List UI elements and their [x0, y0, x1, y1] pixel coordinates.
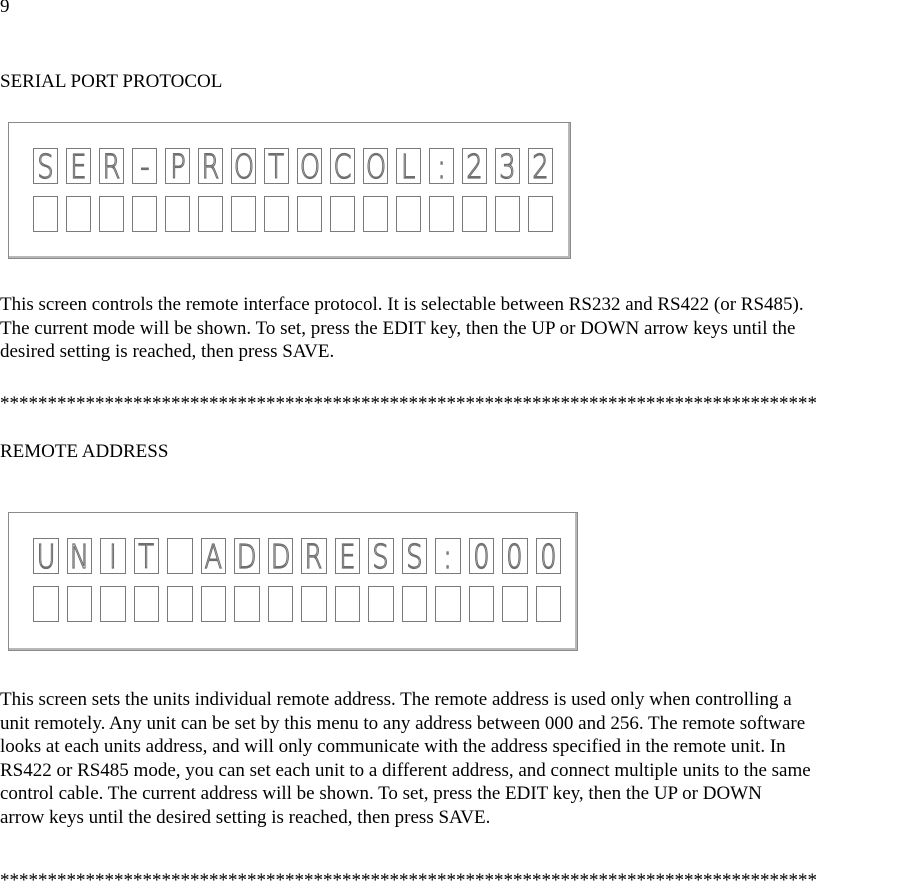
- lcd-char-box: [402, 538, 428, 574]
- section-heading-serial-port-protocol: SERIAL PORT PROTOCOL: [0, 71, 223, 92]
- lcd-char-box: [167, 538, 193, 574]
- lcd-char-cell: [161, 148, 194, 184]
- lcd-char-cell: [194, 148, 227, 184]
- lcd-char-box: [100, 538, 126, 574]
- lcd-char-box: [100, 586, 126, 622]
- paragraph-line: The current mode will be shown. To set, press the EDIT key, then the UP or DOWN arrow keys until the: [0, 317, 796, 339]
- lcd-char-glyph: 2: [532, 146, 549, 186]
- lcd-char-box: [66, 148, 91, 184]
- lcd-char-box: [268, 538, 294, 574]
- lcd-char-glyph: 2: [466, 146, 483, 186]
- lcd-char-box: [335, 586, 361, 622]
- lcd-char-cell: [95, 196, 128, 232]
- lcd-char-glyph: O: [299, 146, 320, 186]
- lcd-char-cell: [293, 196, 326, 232]
- lcd-char-box: [33, 196, 58, 232]
- paragraph-line: control cable. The current address will be shown. To set, press the EDIT key, then the UP or DOWN: [0, 783, 762, 804]
- paragraph-line: unit remotely. Any unit can be set by this menu to any address between 000 and 256. The remote software: [0, 712, 806, 734]
- lcd-char-cell: [532, 586, 566, 622]
- paragraph-line: looks at each units address, and will only communicate with the address specified in the remote unit. In: [0, 736, 786, 757]
- lcd-char-glyph: R: [304, 536, 323, 576]
- lcd-char-box: [429, 148, 454, 184]
- lcd-char-cell: [264, 586, 298, 622]
- lcd-char-box: [469, 586, 495, 622]
- lcd-char-box: [234, 586, 260, 622]
- lcd-char-box: [165, 196, 190, 232]
- lcd-char-glyph: U: [36, 536, 56, 576]
- lcd-char-glyph: T: [138, 536, 155, 576]
- lcd-char-box: [297, 196, 322, 232]
- separator-line: **************************************************************************************: [0, 870, 817, 891]
- lcd-char-cell: [62, 196, 95, 232]
- lcd-char-box: [297, 148, 322, 184]
- section-description-serial-protocol: [0, 293, 898, 364]
- lcd-char-glyph: R: [201, 146, 220, 186]
- lcd-char-box: [234, 538, 260, 574]
- lcd-char-cell: [392, 148, 425, 184]
- paragraph-line: This screen sets the units individual remote address. The remote address is used only when controlling a: [0, 689, 792, 710]
- paragraph-line: RS422 or RS485 mode, you can set each unit to a different address, and connect multiple units to the same: [0, 759, 811, 781]
- lcd-char-box: [67, 586, 93, 622]
- lcd-char-cell: [29, 148, 62, 184]
- lcd-char-glyph: S: [406, 536, 423, 576]
- lcd-char-cell: [431, 538, 465, 574]
- lcd-char-cell: [63, 538, 97, 574]
- lcd-char-box: [536, 586, 562, 622]
- lcd-char-glyph: :: [437, 146, 446, 186]
- lcd-char-cell: [425, 196, 458, 232]
- lcd-char-cell: [491, 196, 524, 232]
- lcd-char-cell: [62, 148, 95, 184]
- lcd-char-box: [469, 538, 495, 574]
- lcd-char-cell: [230, 586, 264, 622]
- lcd-char-glyph: A: [204, 536, 223, 576]
- paragraph-line: This screen controls the remote interface protocol. It is selectable between RS232 and RS422 (or RS485).: [0, 294, 804, 315]
- lcd-char-box: [528, 148, 553, 184]
- lcd-char-box: [402, 586, 428, 622]
- lcd-char-cell: [532, 538, 566, 574]
- lcd-char-cell: [29, 196, 62, 232]
- lcd-char-cell: [364, 586, 398, 622]
- lcd-char-box: [33, 586, 59, 622]
- lcd-char-glyph: :: [443, 536, 453, 576]
- lcd-char-glyph: O: [365, 146, 386, 186]
- lcd-char-box: [536, 538, 562, 574]
- lcd-char-glyph: C: [333, 146, 352, 186]
- lcd-char-cell: [465, 586, 499, 622]
- lcd-char-glyph: L: [401, 146, 416, 186]
- lcd-char-cell: [197, 538, 231, 574]
- page-number: 9: [0, 0, 10, 17]
- lcd-char-cell: [498, 538, 532, 574]
- lcd-char-cell: [465, 538, 499, 574]
- lcd-char-cell: [163, 586, 197, 622]
- lcd-char-box: [134, 538, 160, 574]
- lcd-char-cell: [130, 586, 164, 622]
- lcd-char-box: [363, 196, 388, 232]
- lcd-char-box: [335, 538, 361, 574]
- lcd-char-cell: [264, 538, 298, 574]
- section-heading-remote-address: REMOTE ADDRESS: [0, 441, 169, 462]
- lcd-char-box: [429, 196, 454, 232]
- lcd-char-cell: [260, 196, 293, 232]
- lcd-char-box: [264, 196, 289, 232]
- lcd-char-cell: [524, 196, 557, 232]
- lcd-char-cell: [29, 586, 63, 622]
- lcd-char-glyph: P: [169, 146, 186, 186]
- lcd-char-box: [495, 196, 520, 232]
- lcd-char-cell: [29, 538, 63, 574]
- lcd-char-glyph: S: [372, 536, 389, 576]
- lcd-char-cell: [194, 196, 227, 232]
- lcd-char-glyph: -: [139, 146, 150, 186]
- lcd-char-box: [67, 538, 93, 574]
- lcd-char-glyph: D: [270, 536, 291, 576]
- lcd-char-cell: [260, 148, 293, 184]
- lcd-char-box: [33, 148, 58, 184]
- lcd-char-glyph: D: [236, 536, 257, 576]
- lcd-char-box: [99, 196, 124, 232]
- lcd-char-box: [66, 196, 91, 232]
- lcd-char-cell: [359, 148, 392, 184]
- lcd-char-box: [330, 196, 355, 232]
- lcd-char-box: [231, 148, 256, 184]
- lcd-char-box: [132, 148, 157, 184]
- lcd-char-box: [462, 196, 487, 232]
- paragraph-line: arrow keys until the desired setting is reached, then press SAVE.: [0, 806, 491, 828]
- lcd-char-glyph: 3: [499, 146, 516, 186]
- lcd-char-box: [231, 196, 256, 232]
- lcd-char-cell: [498, 586, 532, 622]
- lcd-char-box: [132, 196, 157, 232]
- lcd-char-glyph: O: [233, 146, 254, 186]
- lcd-char-cell: [331, 586, 365, 622]
- lcd-char-cell: [491, 148, 524, 184]
- lcd-display-remote-address: [8, 512, 578, 651]
- lcd-char-box: [264, 148, 289, 184]
- lcd-char-glyph: N: [69, 536, 89, 576]
- lcd-char-box: [198, 148, 223, 184]
- lcd-char-cell: [431, 586, 465, 622]
- lcd-char-box: [528, 196, 553, 232]
- lcd-char-cell: [96, 538, 130, 574]
- lcd-char-glyph: S: [37, 146, 54, 186]
- lcd-char-cell: [359, 196, 392, 232]
- lcd-char-box: [435, 586, 461, 622]
- lcd-char-cell: [458, 196, 491, 232]
- lcd-char-cell: [425, 148, 458, 184]
- lcd-char-box: [502, 538, 528, 574]
- lcd-char-cell: [331, 538, 365, 574]
- lcd-char-box: [368, 586, 394, 622]
- lcd-char-cell: [398, 538, 432, 574]
- lcd-char-box: [134, 586, 160, 622]
- lcd-char-cell: [63, 586, 97, 622]
- lcd-row-1: [29, 148, 557, 184]
- section-description-remote-address: [0, 688, 898, 829]
- lcd-char-cell: [398, 586, 432, 622]
- lcd-char-box: [396, 196, 421, 232]
- lcd-char-cell: [524, 148, 557, 184]
- lcd-row-2: [29, 196, 557, 232]
- lcd-char-cell: [197, 586, 231, 622]
- lcd-char-cell: [230, 538, 264, 574]
- lcd-char-glyph: E: [70, 146, 87, 186]
- lcd-char-cell: [227, 148, 260, 184]
- lcd-char-box: [495, 148, 520, 184]
- lcd-char-box: [368, 538, 394, 574]
- lcd-char-glyph: 0: [473, 536, 490, 576]
- lcd-char-box: [396, 148, 421, 184]
- lcd-char-glyph: T: [268, 146, 285, 186]
- lcd-char-cell: [392, 196, 425, 232]
- lcd-char-glyph: 0: [506, 536, 523, 576]
- lcd-char-glyph: I: [108, 536, 117, 576]
- lcd-char-box: [330, 148, 355, 184]
- lcd-char-cell: [95, 148, 128, 184]
- lcd-char-box: [301, 538, 327, 574]
- lcd-row-1: [29, 538, 565, 574]
- lcd-char-cell: [130, 538, 164, 574]
- lcd-char-cell: [364, 538, 398, 574]
- paragraph-line: desired setting is reached, then press SAVE.: [0, 341, 335, 362]
- lcd-char-glyph: R: [102, 146, 121, 186]
- lcd-char-cell: [161, 196, 194, 232]
- lcd-char-cell: [458, 148, 491, 184]
- lcd-char-cell: [163, 538, 197, 574]
- lcd-char-cell: [297, 586, 331, 622]
- lcd-char-cell: [128, 148, 161, 184]
- lcd-char-box: [201, 586, 227, 622]
- lcd-char-cell: [326, 148, 359, 184]
- lcd-char-box: [198, 196, 223, 232]
- lcd-char-box: [301, 586, 327, 622]
- lcd-display-serial-protocol: [8, 122, 571, 259]
- lcd-char-cell: [293, 148, 326, 184]
- lcd-char-cell: [297, 538, 331, 574]
- separator-line: **************************************************************************************: [0, 393, 817, 414]
- lcd-char-box: [201, 538, 227, 574]
- lcd-char-glyph: 0: [540, 536, 557, 576]
- lcd-char-box: [268, 586, 294, 622]
- lcd-char-box: [99, 148, 124, 184]
- lcd-char-box: [435, 538, 461, 574]
- lcd-char-cell: [227, 196, 260, 232]
- lcd-char-glyph: E: [339, 536, 356, 576]
- lcd-char-box: [502, 586, 528, 622]
- lcd-char-cell: [128, 196, 161, 232]
- lcd-char-box: [33, 538, 59, 574]
- lcd-row-2: [29, 586, 565, 622]
- lcd-char-box: [462, 148, 487, 184]
- lcd-char-box: [363, 148, 388, 184]
- lcd-char-cell: [326, 196, 359, 232]
- lcd-char-cell: [96, 586, 130, 622]
- lcd-char-box: [165, 148, 190, 184]
- lcd-char-box: [167, 586, 193, 622]
